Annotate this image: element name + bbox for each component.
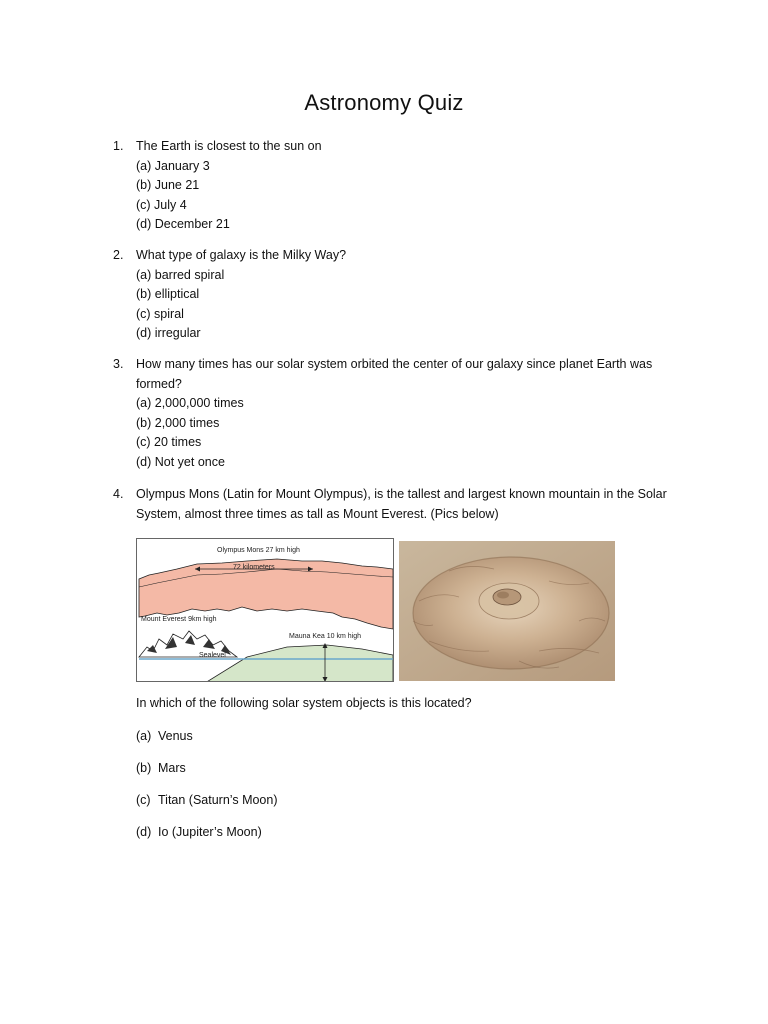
question-4-option-a-letter: (a) <box>136 729 152 743</box>
question-3-option-b: (b) 2,000 times <box>136 415 220 430</box>
question-4-option-b <box>136 759 186 779</box>
question-3-option-d: (d) Not yet once <box>136 454 225 469</box>
question-3-text: How many times has our solar system orbited the center of our galaxy since planet Earth was formed? <box>136 357 653 391</box>
mauna-kea-label: Mauna Kea 10 km high <box>289 633 361 640</box>
question-2-option-b: (b) elliptical <box>136 287 200 301</box>
question-2-text: What type of galaxy is the Milky Way? <box>136 248 347 262</box>
question-3-option-c: (c) 20 times <box>136 435 202 449</box>
question-1-option-a: (a) January 3 <box>136 158 210 173</box>
question-1-number: 1. <box>113 139 124 153</box>
question-1-option-d: (d) December 21 <box>136 217 230 231</box>
olympus-mons-photo-svg <box>399 541 615 681</box>
page-title: Astronomy Quiz <box>304 90 464 115</box>
question-4-option-b-letter: (b) <box>136 761 152 775</box>
olympus-mons-figure <box>136 538 616 682</box>
question-4-option-c-letter: (c) <box>136 793 151 807</box>
question-2-number: 2. <box>113 248 124 262</box>
question-4-option-a <box>136 727 193 747</box>
question-2 <box>136 246 676 344</box>
mauna-kea-shape <box>205 645 393 682</box>
question-2-option-c: (c) spiral <box>136 306 184 321</box>
olympus-mons-photo <box>399 541 615 681</box>
question-1-option-b: (b) June 21 <box>136 178 200 192</box>
everest-label: Mount Everest 9km high <box>141 616 217 623</box>
mountain-comparison-diagram <box>136 538 394 682</box>
question-4-text: Olympus Mons (Latin for Mount Olympus), is the tallest and largest known mountain in the Solar System, almost three times as tall as Mount Everest. (Pics below) <box>136 487 667 521</box>
question-3 <box>136 355 676 472</box>
question-2-option-d: (d) irregular <box>136 326 201 340</box>
question-1 <box>136 137 676 235</box>
sealevel-label: Sealevel <box>199 652 226 659</box>
mountain-comparison-svg <box>137 539 394 682</box>
question-4-option-b-text: Mars <box>158 761 186 775</box>
question-4-number: 4. <box>113 487 124 501</box>
width-label: 72 kilometers <box>233 564 275 571</box>
question-3-option-a: (a) 2,000,000 times <box>136 396 244 410</box>
question-4-option-d-text: Io (Jupiter’s Moon) <box>158 825 262 839</box>
question-2-option-a: (a) barred spiral <box>136 267 225 282</box>
question-1-text: The Earth is closest to the sun on <box>136 139 322 153</box>
olympus-mons-label: Olympus Mons 27 km high <box>217 547 300 554</box>
question-4-option-d-letter: (d) <box>136 825 152 839</box>
question-1-option-c: (c) July 4 <box>136 197 187 212</box>
question-4-option-c-text: Titan (Saturn’s Moon) <box>158 793 278 807</box>
question-4-option-a-text: Venus <box>158 729 193 743</box>
question-4-option-c <box>136 791 278 811</box>
question-4-option-d <box>136 823 262 843</box>
question-4 <box>136 485 676 524</box>
question-4-followup: In which of the following solar system objects is this located? <box>136 696 472 710</box>
question-3-number: 3. <box>113 357 124 371</box>
